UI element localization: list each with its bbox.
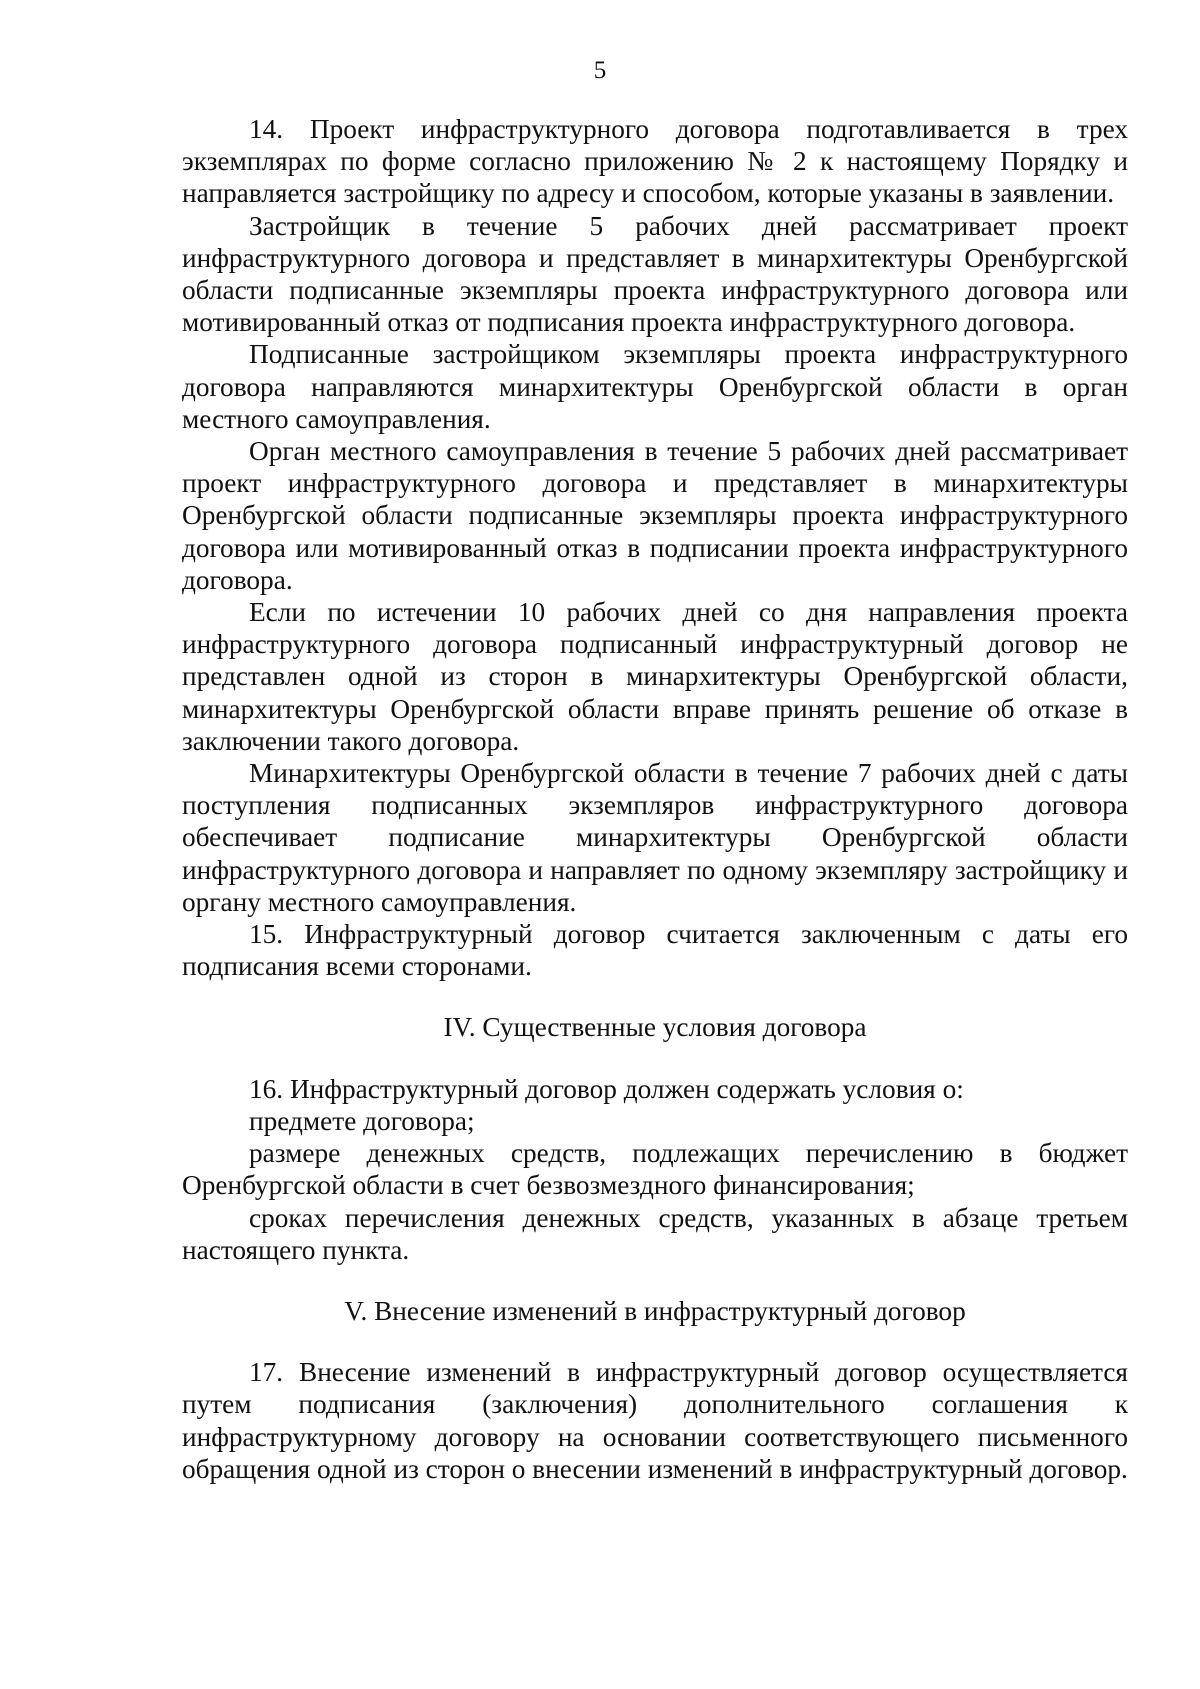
paragraph-14-refusal: Если по истечении 10 рабочих дней со дня направления проекта инфраструктурного договора подписанный инфраструктурный договор не представлен одной из сторон в минархитектуры Оренбургской области, минархитектуры Оренбургской области вправе принять решение об отказе в заключении такого договора.	[182, 597, 1128, 756]
section-heading-iv: IV. Существенные условия договора	[443, 1012, 867, 1043]
paragraph-14-local-government-review: Орган местного самоуправления в течение 5 рабочих дней рассматривает проект инфраструктурного договора и представляет в минархитектуры Оренбургской области подписанные экземпляры проекта инфраструктурного договора или мотивированный отказ в подписании проекта инфраструктурного договора.	[182, 436, 1128, 595]
paragraph-16: 16. Инфраструктурный договор должен содержать условия о:	[249, 1073, 964, 1104]
paragraph-16-amount: размере денежных средств, подлежащих перечислению в бюджет Оренбургской области в счет безвозмездного финансирования;	[182, 1138, 1128, 1201]
paragraph-14-developer-review: Застройщик в течение 5 рабочих дней рассматривает проект инфраструктурного договора и представляет в минархитектуры Оренбургской области подписанные экземпляры проекта инфраструктурного договора или мотивированный отказ от подписания проекта инфраструктурного договора.	[182, 210, 1128, 338]
paragraph-14-send-to-local-government: Подписанные застройщиком экземпляры проекта инфраструктурного договора направляются минархитектуры Оренбургской области в орган местного самоуправления.	[182, 339, 1128, 434]
document-body	[182, 113, 1128, 1485]
paragraph-14-signing: Минархитектуры Оренбургской области в течение 7 рабочих дней с даты поступления подписанных экземпляров инфраструктурного договора обеспечивает подписание минархитектуры Оренбургской области инфраструктурного договора и направляет по одному экземпляру застройщику и органу местного самоуправления.	[182, 758, 1128, 917]
paragraph-15: 15. Инфраструктурный договор считается заключенным с даты его подписания всеми сторонами.	[182, 919, 1128, 982]
paragraph-14: 14. Проект инфраструктурного договора подготавливается в трех экземплярах по форме согласно приложению № 2 к настоящему Порядку и направляется застройщику по адресу и способом, которые указаны в заявлении.	[182, 114, 1128, 209]
section-heading-v: V. Внесение изменений в инфраструктурный договор	[344, 1295, 966, 1326]
paragraph-17: 17. Внесение изменений в инфраструктурный договор осуществляется путем подписания (заключения) дополнительного соглашения к инфраструктурному договору на основании соответствующего письменного обращения одной из сторон о внесении изменений в инфраструктурный договор.	[182, 1357, 1128, 1484]
paragraph-16-terms: сроках перечисления денежных средств, указанных в абзаце третьем настоящего пункта.	[182, 1202, 1128, 1265]
page-number: 5	[593, 57, 607, 84]
paragraph-16-subject: предмете договора;	[249, 1105, 475, 1136]
